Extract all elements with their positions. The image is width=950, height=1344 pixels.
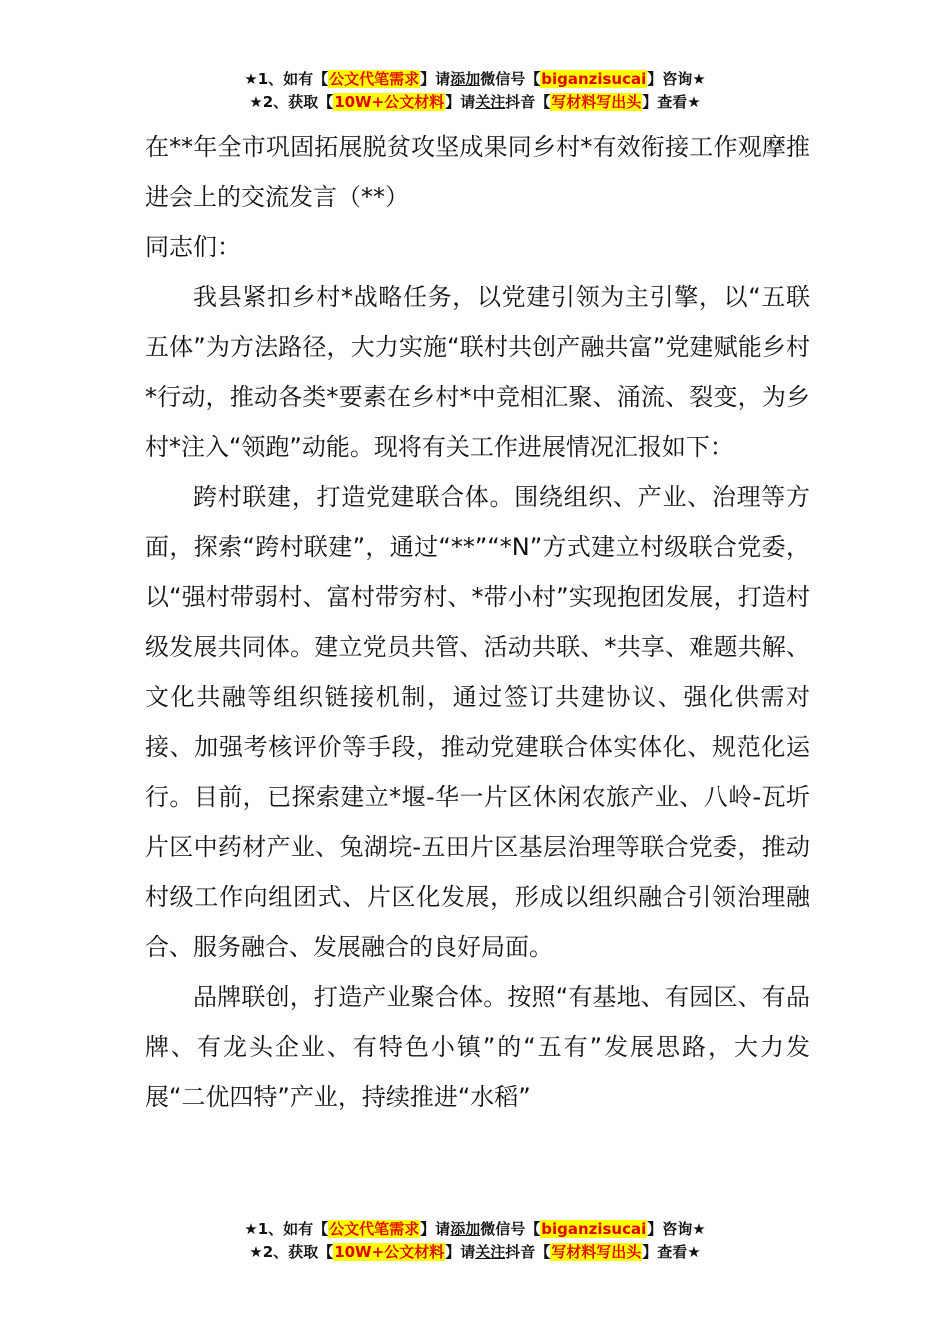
banner-highlight: 写材料写出头 <box>551 93 642 111</box>
banner-text: 】请 <box>420 70 451 88</box>
banner-text: 】查看★ <box>642 1243 701 1261</box>
banner-text: ★2、获取【 <box>249 1243 334 1261</box>
top-banner <box>0 68 950 114</box>
banner-highlight: 公文代笔需求 <box>329 1220 420 1238</box>
paragraph-industry-cluster: 品牌联创，打造产业聚合体。按照“有基地、有园区、有品牌、有龙头企业、有特色小镇”的“五有”发展思路，大力发展“二优四特”产业，持续推进“水稻” <box>145 983 810 1111</box>
document-title: 在**年全市巩固拓展脱贫攻坚成果同乡村*有效衔接工作观摩推进会上的交流发言（**） <box>145 133 810 211</box>
banner-highlight: 写材料写出头 <box>551 1243 642 1261</box>
salutation: 同志们： <box>145 233 241 261</box>
document-body <box>145 122 810 1122</box>
banner-highlight: biganzisucai <box>541 70 647 88</box>
banner-highlight: 公文代笔需求 <box>329 70 420 88</box>
banner-text: 微信号【 <box>480 1220 541 1238</box>
banner-text: ★1、如有【 <box>244 70 329 88</box>
banner-line-1 <box>0 1218 950 1241</box>
banner-text: ★1、如有【 <box>244 1220 329 1238</box>
banner-emphasis: 添加 <box>450 70 481 88</box>
banner-emphasis: 关注 <box>475 93 506 111</box>
banner-text: 】咨询★ <box>647 70 706 88</box>
banner-line-2 <box>0 1241 950 1264</box>
paragraph-intro: 我县紧扣乡村*战略任务，以党建引领为主引擎，以“五联五体”为方法路径，大力实施“联村共创产融共富”党建赋能乡村*行动，推动各类*要素在乡村*中竞相汇聚、涌流、裂变，为乡村*注入“领跑”动能。现将有关工作进展情况汇报如下： <box>145 283 810 461</box>
banner-line-1 <box>0 68 950 91</box>
banner-text: 】请 <box>420 1220 451 1238</box>
banner-text: 微信号【 <box>480 70 541 88</box>
banner-emphasis: 关注 <box>475 1243 506 1261</box>
banner-text: 】请 <box>445 93 476 111</box>
paragraph-party-alliance: 跨村联建，打造党建联合体。围绕组织、产业、治理等方面，探索“跨村联建”，通过“**”“*N”方式建立村级联合党委，以“强村带弱村、富村带穷村、*带小村”实现抱团发展，打造村级发展共同体。建立党员共管、活动共联、*共享、难题共解、文化共融等组织链接机制，通过签订共建协议、强化供需对接、加强考核评价等手段，推动党建联合体实体化、规范化运行。目前，已探索建立*堰-华一片区休闲农旅产业、八岭-瓦圻片区中药材产业、兔湖垸-五田片区基层治理等联合党委，推动村级工作向组团式、片区化发展，形成以组织融合引领治理融合、服务融合、发展融合的良好局面。 <box>145 483 810 961</box>
banner-text: 抖音【 <box>505 93 551 111</box>
banner-highlight: 10W+公文材料 <box>334 1243 445 1261</box>
banner-text: 】请 <box>445 1243 476 1261</box>
bottom-banner <box>0 1218 950 1264</box>
banner-text: 抖音【 <box>505 1243 551 1261</box>
banner-emphasis: 添加 <box>450 1220 481 1238</box>
banner-text: 】咨询★ <box>647 1220 706 1238</box>
banner-line-2 <box>0 91 950 114</box>
banner-highlight: 10W+公文材料 <box>334 93 445 111</box>
banner-text: ★2、获取【 <box>249 93 334 111</box>
banner-text: 】查看★ <box>642 93 701 111</box>
banner-highlight: biganzisucai <box>541 1220 647 1238</box>
